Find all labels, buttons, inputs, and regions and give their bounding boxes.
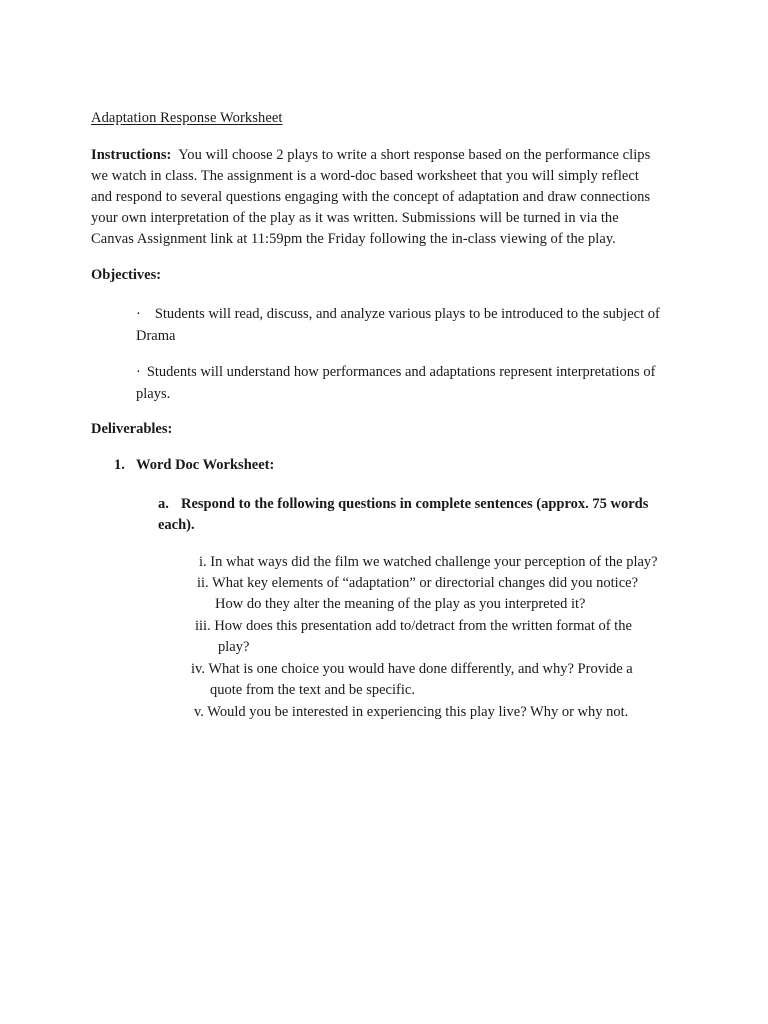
question-text: How do they alter the meaning of the play as you interpreted it? — [215, 596, 586, 612]
question-item — [194, 702, 628, 723]
question-text: i. In what ways did the film we watched challenge your perception of the play? — [199, 554, 658, 570]
question-item — [191, 659, 633, 701]
instructions-label: Instructions: — [91, 147, 172, 163]
objective-text: Students will understand how performances and adaptations represent interpretations of — [146, 364, 656, 380]
question-text: iii. How does this presentation add to/detract from the written format of the — [195, 618, 632, 634]
instructions-line: Canvas Assignment link at 11:59pm the Friday following the in-class viewing of the play. — [91, 231, 616, 247]
sub-item-text: each). — [158, 517, 195, 533]
deliverables-heading: Deliverables: — [91, 421, 173, 437]
question-text: ii. What key elements of “adaptation” or directorial changes did you notice? — [197, 575, 639, 591]
instructions-line — [91, 145, 691, 166]
list-number: 1. — [114, 457, 125, 473]
sub-item-text: Respond to the following questions in complete sentences (approx. 75 words — [181, 496, 649, 512]
instructions-line: and respond to several questions engaging with the concept of adaptation and draw connections — [91, 189, 651, 205]
question-item — [199, 552, 658, 573]
bullet-icon: · — [136, 306, 141, 322]
instructions-line: your own interpretation of the play as it was written. Submissions will be turned in via the — [91, 210, 619, 226]
question-item — [197, 573, 638, 615]
question-text: iv. What is one choice you would have done differently, and why? Provide a — [191, 661, 633, 677]
list-marker: a. — [158, 496, 169, 512]
objective-item — [136, 361, 696, 405]
instructions-paragraph — [91, 145, 691, 250]
question-item — [195, 616, 632, 658]
document-title: Adaptation Response Worksheet — [91, 110, 283, 126]
sub-item — [158, 494, 698, 536]
question-text: v. Would you be interested in experiencing this play live? Why or why not. — [194, 704, 629, 720]
instructions-text: You will choose 2 plays to write a short response based on the performance clips — [178, 147, 651, 163]
deliverable-label: Word Doc Worksheet: — [136, 457, 275, 473]
objective-text: plays. — [136, 386, 171, 402]
objectives-heading: Objectives: — [91, 267, 162, 283]
objective-text: Students will read, discuss, and analyze various plays to be introduced to the subject of — [154, 306, 660, 322]
objective-text: Drama — [136, 328, 176, 344]
bullet-icon: · — [136, 364, 141, 380]
instructions-line: we watch in class. The assignment is a word-doc based worksheet that you will simply reflect — [91, 168, 639, 184]
question-text: quote from the text and be specific. — [210, 682, 415, 698]
question-text: play? — [218, 639, 250, 655]
deliverable-item — [114, 457, 274, 474]
objective-item — [136, 303, 696, 347]
